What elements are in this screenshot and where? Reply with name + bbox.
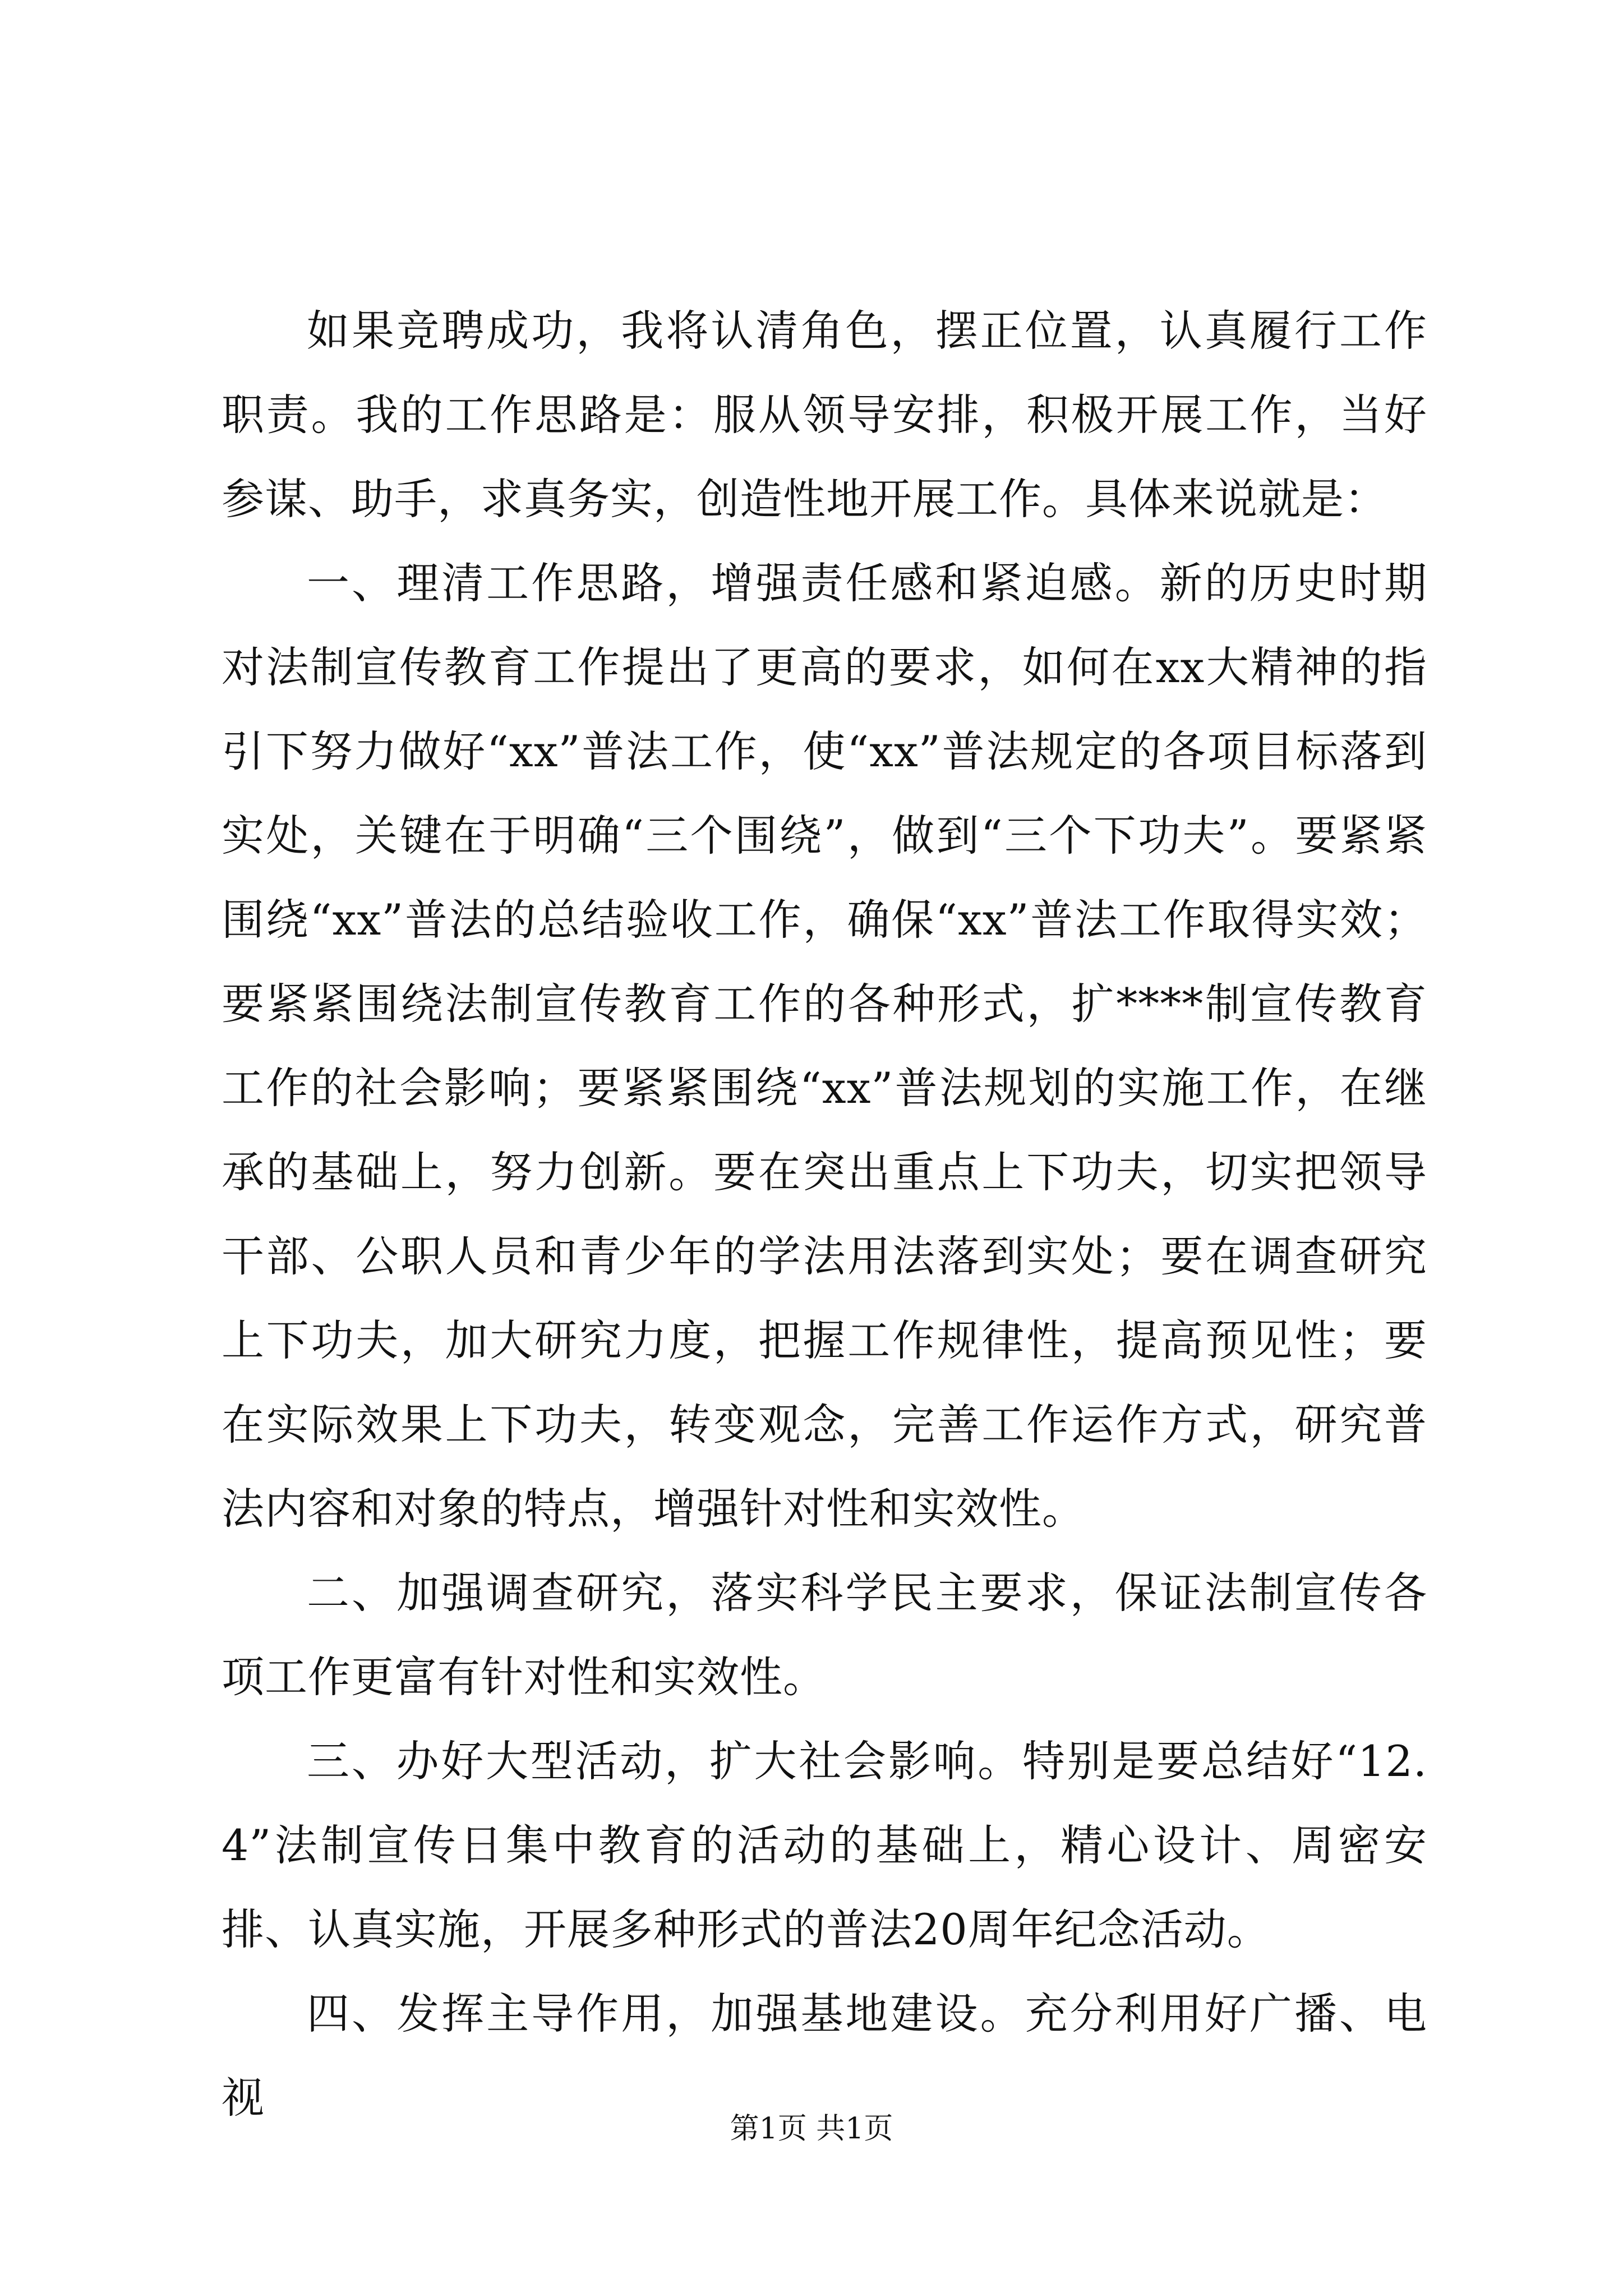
paragraph-point-two: 二、加强调查研究，落实科学民主要求，保证法制宣传各项工作更富有针对性和实效性。 bbox=[222, 1568, 1427, 1702]
paragraph-point-four: 四、发挥主导作用，加强基地建设。充分利用好广播、电视 bbox=[222, 1989, 1427, 2123]
paragraph-intro: 如果竞聘成功，我将认清角色，摆正位置，认真履行工作职责。我的工作思路是：服从领导安排，积极开展工作，当好参谋、助手，求真务实，创造性地开展工作。具体来说就是： bbox=[222, 306, 1427, 524]
document-body bbox=[222, 289, 1427, 2140]
paragraph-point-three: 三、办好大型活动，扩大社会影响。特别是要总结好“12.4”法制宣传日集中教育的活动的基础上，精心设计、周密安排、认真实施，开展多种形式的普法20周年纪念活动。 bbox=[222, 1736, 1427, 1954]
page-footer: 第1页 共1页 bbox=[730, 2112, 893, 2146]
paragraph-point-one: 一、理清工作思路，增强责任感和紧迫感。新的历史时期对法制宣传教育工作提出了更高的要求，如何在xx大精神的指引下努力做好“xx”普法工作，使“xx”普法规定的各项目标落到实处，关键在于明确“三个围绕”，做到“三个下功夫”。要紧紧围绕“xx”普法的总结验收工作，确保“xx”普法工作取得实效；要紧紧围绕法制宣传教育工作的各种形式，扩****制宣传教育工作的社会影响；要紧紧围绕“xx”普法规划的实施工作，在继承的基础上，努力创新。要在突出重点上下功夫，切实把领导干部、公职人员和青少年的学法用法落到实处；要在调查研究上下功夫，加大研究力度，把握工作规律性，提高预见性；要在实际效果上下功夫，转变观念，完善工作运作方式，研究普法内容和对象的特点，增强针对性和实效性。 bbox=[222, 558, 1427, 1534]
